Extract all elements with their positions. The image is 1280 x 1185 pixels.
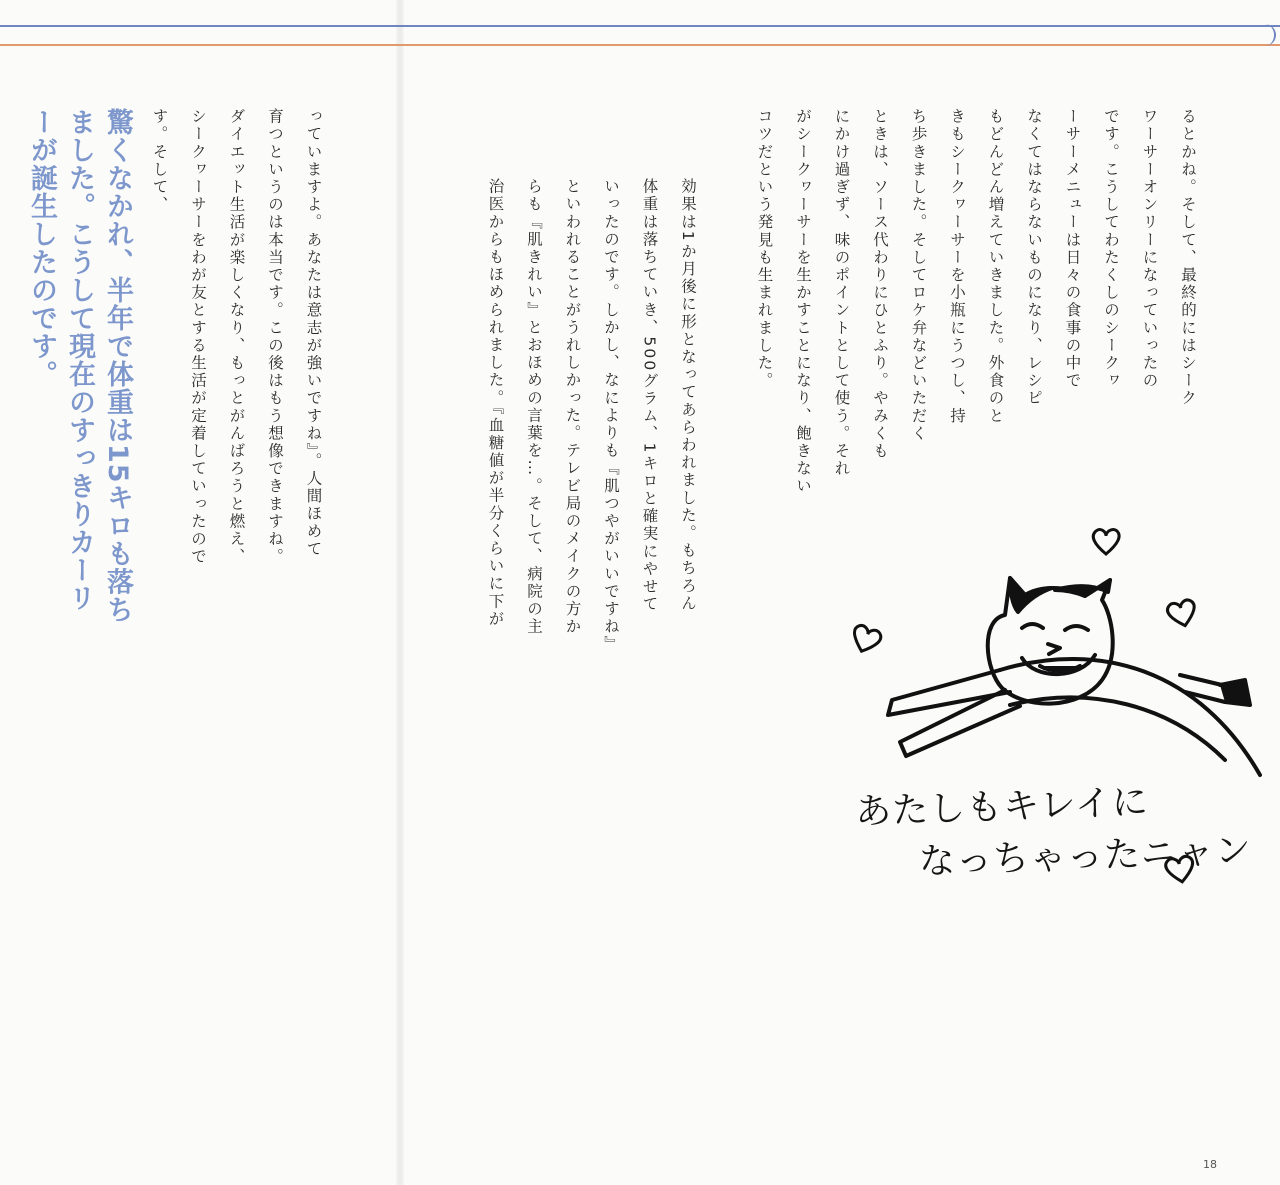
text-line: 育つというのは本当です。この後はもう想像できますね。 — [266, 108, 284, 566]
text-line: ときは、ソース代わりにひとふり。やみくも — [871, 108, 889, 460]
caption-line: なっちゃったニャン — [918, 830, 1253, 883]
left-page-paragraph — [140, 108, 333, 566]
text-line: ワーサーオンリーになっていったの — [1140, 108, 1159, 390]
emphasis-line: 驚くなかれ、半年で体重は15キロも落ち — [102, 108, 133, 624]
emphasis-line: ーが誕生したのです。 — [26, 108, 57, 388]
text-line: 効果は1か月後に形となってあらわれました。もちろん — [679, 178, 697, 613]
page-number: 18 — [1203, 1158, 1217, 1171]
text-line: なくてはならないものになり、レシピ — [1025, 108, 1043, 408]
text-line: ーサーメニューは日々の食事の中で — [1063, 108, 1082, 390]
text-line: です。こうしてわたくしのシークヮ — [1102, 108, 1120, 390]
header-rule-orange — [0, 44, 1280, 46]
text-line: っていますよ。あなたは意志が強いですね』。人間ほめて — [304, 108, 323, 558]
text-line: シークヮーサーをわが友とする生活が定着していったので — [189, 108, 207, 566]
header-rule-end-curve — [1252, 24, 1276, 46]
text-line: ち歩きました。そしてロケ弁などいただく — [909, 108, 928, 443]
header-rule-blue — [0, 25, 1280, 27]
text-line: らも『肌きれい』とおほめの言葉を…。そして、病院の主 — [525, 178, 543, 636]
text-line: 体重は落ちていき、500グラム、1キロと確実にやせて — [640, 178, 659, 614]
heart-icon — [1088, 524, 1124, 558]
caption-line: あたしもキレイに — [854, 781, 1150, 833]
heart-icon — [846, 622, 886, 656]
text-line: コツだという発見も生まれました。 — [755, 108, 774, 390]
text-line: にかけ過ぎず、味のポイントとして使う。それ — [832, 108, 851, 478]
text-line: いったのです。しかし、なによりも『肌つやがいいですね』 — [602, 178, 620, 654]
book-gutter — [396, 0, 404, 1185]
heart-icon — [1162, 596, 1202, 630]
text-line: 治医からもほめられました。『血糖値が半分くらいに下が — [486, 178, 505, 628]
left-page-emphasis — [22, 108, 136, 624]
text-line: がシークヮーサーを生かすことになり、飽きない — [794, 108, 812, 496]
text-line: るとかね。そして、最終的にはシーク — [1179, 108, 1197, 408]
text-line: もどんどん増えていきました。外食のと — [986, 108, 1005, 425]
illustration-caption — [854, 773, 1252, 891]
right-page-paragraph-2 — [476, 178, 707, 653]
text-line: きもシークヮーサーを小瓶にうつし、持 — [948, 108, 966, 425]
text-line: ダイエット生活が楽しくなり、もっとがんばろうと燃え、 — [227, 108, 246, 566]
right-page-paragraph-1 — [745, 108, 1207, 495]
text-line: す。そして、 — [150, 108, 169, 214]
text-line: といわれることがうれしかった。テレビ局のメイクの方か — [563, 178, 582, 636]
emphasis-line: ました。こうして現在のすっきりカーリ — [64, 108, 95, 612]
